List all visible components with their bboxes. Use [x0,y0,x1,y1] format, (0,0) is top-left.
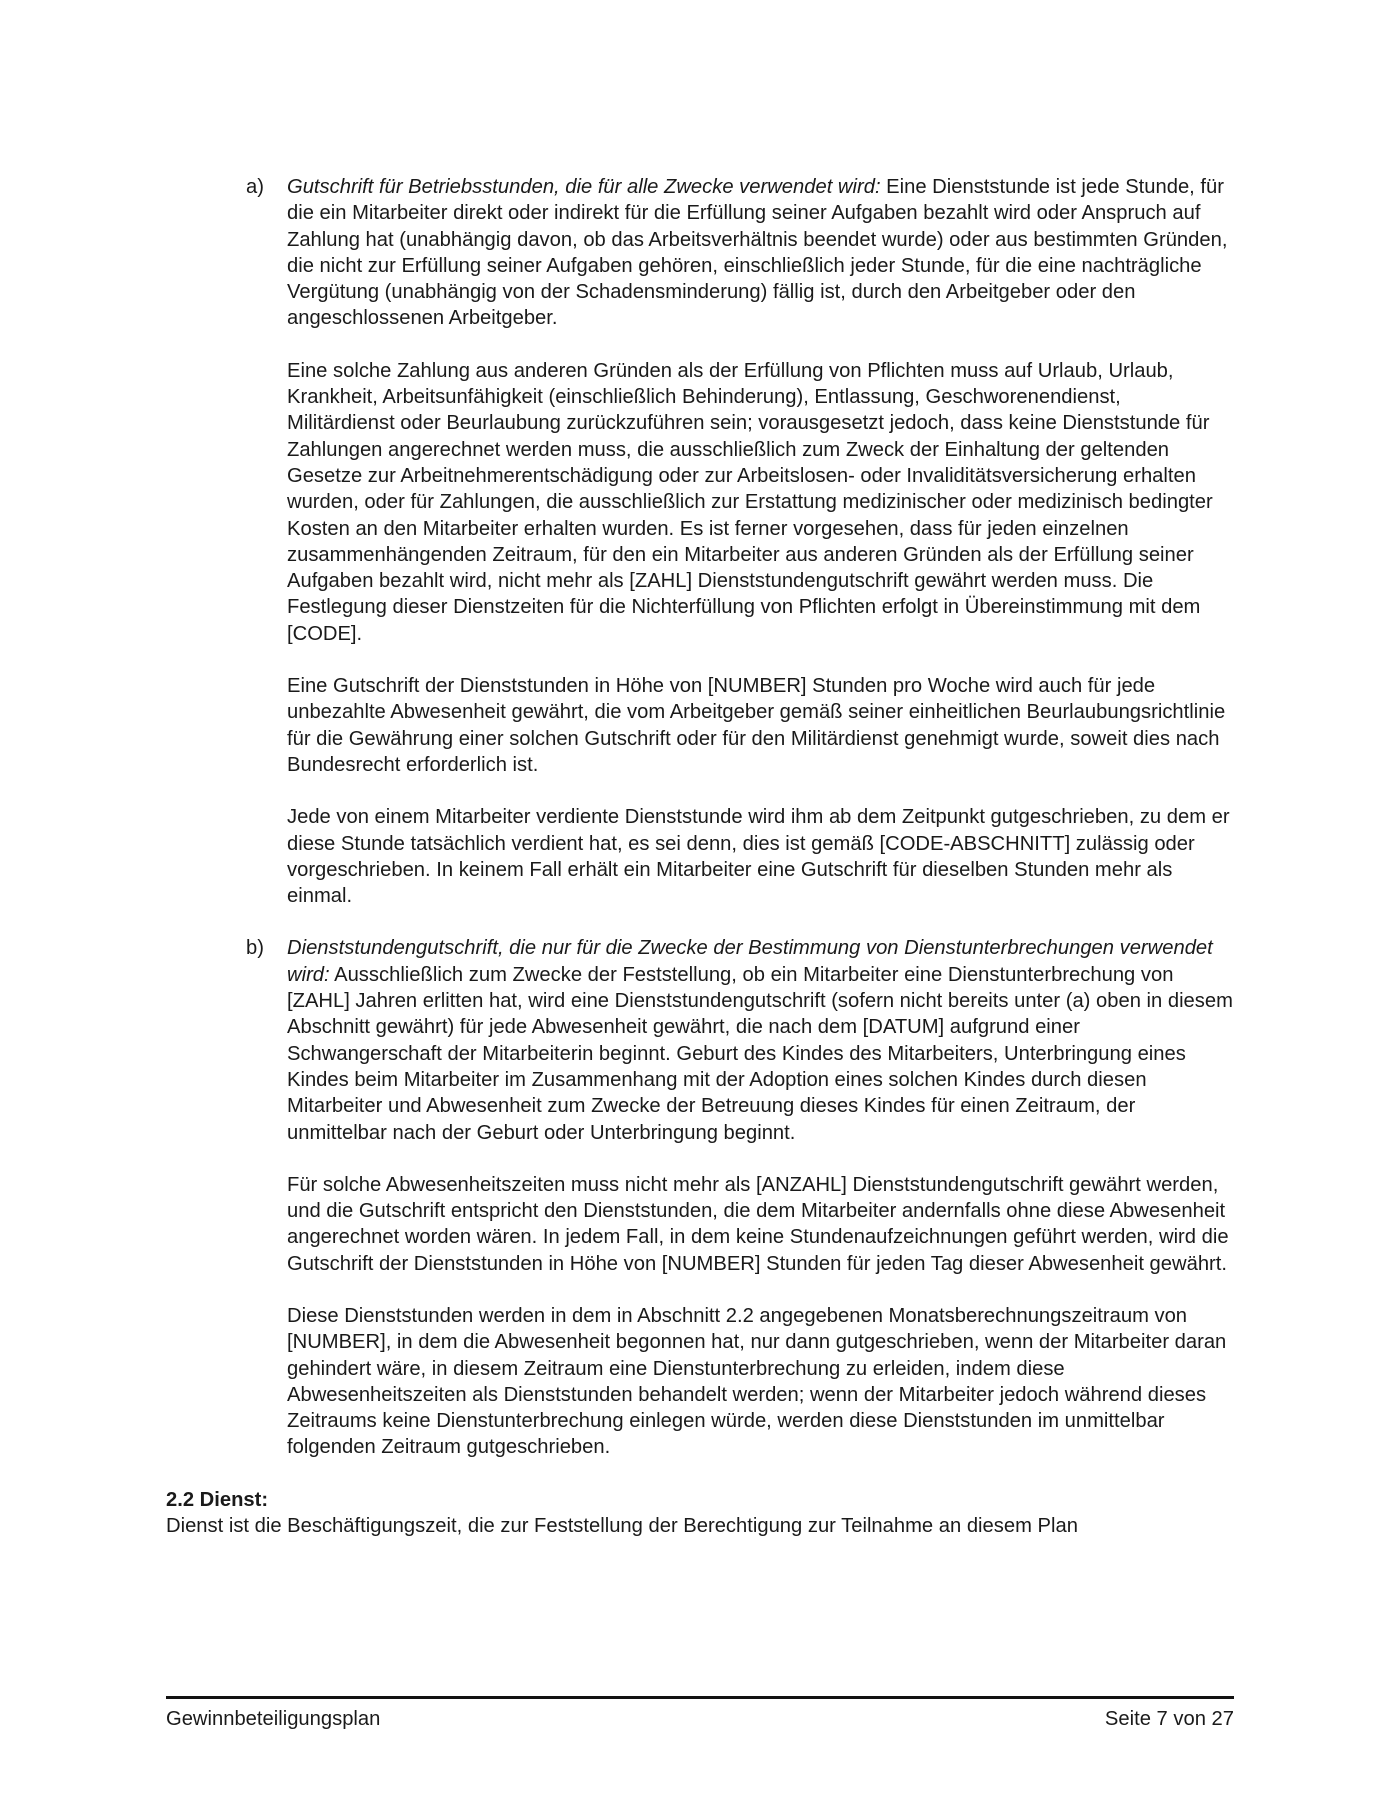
footer-page-number: Seite 7 von 27 [1104,1708,1234,1730]
item-a-paragraph-2: Eine solche Zahlung aus anderen Gründen als der Erfüllung von Pflichten muss auf Urlaub, Urlaub, Krankheit, Arbeitsunfähigkeit (einschließlich Behinderung), Entlassung, Geschworenendienst, Militärdienst oder Beurlaubung zurückzuführen sein; vorausgesetzt jedoch, dass keine Dienststunde für Zahlungen angerechnet werden muss, die ausschließlich zum Zweck der Einhaltung der geltenden Gesetze zur Arbeitnehmerentschädigung oder zur Arbeitslosen- oder Invaliditätsversicherung erhalten wurden, oder für Zahlungen, die ausschließlich zur Erstattung medizinischer oder medizinisch bedingter Kosten an den Mitarbeiter erhalten wurden. Es ist ferner vorgesehen, dass für jeden einzelnen zusammenhängenden Zeitraum, für den ein Mitarbeiter aus anderen Gründen als der Erfüllung seiner Aufgaben bezahlt wird, nicht mehr als [ZAHL] Dienststundengutschrift gewährt werden muss. Die Festlegung dieser Dienstzeiten für die Nichterfüllung von Pflichten erfolgt in Übereinstimmung mit dem [CODE]. [287,359,1213,645]
item-b-first-paragraph [287,935,1234,1145]
item-a-paragraph-3: Eine Gutschrift der Dienststunden in Höhe von [NUMBER] Stunden pro Woche wird auch für jede unbezahlte Abwesenheit gewährt, die vom Arbeitgeber gemäß seiner einheitlichen Beurlaubungsrichtlinie für die Gewährung einer solchen Gutschrift oder für den Militärdienst genehmigt wurde, soweit dies nach Bundesrecht erforderlich ist. [287,675,1226,776]
item-b-paragraph-2: Für solche Abwesenheitszeiten muss nicht mehr als [ANZAHL] Dienststundengutschrift gewährt werden, und die Gutschrift entspricht den Dienststunden, die dem Mitarbeiter andernfalls ohne diese Abwesenheit angerechnet worden wären. In jedem Fall, in dem keine Stundenaufzeichnungen geführt werden, wird die Gutschrift der Dienststunden in Höhe von [NUMBER] Stunden für jeden Tag dieser Abwesenheit gewährt. [287,1173,1229,1275]
item-b-lead: Dienststundengutschrift, die nur für die Zwecke der Bestimmung von Dienstunterbrechungen verwendet wird: [287,937,1213,986]
item-a-first-paragraph [287,174,1234,332]
item-b-paragraph-3: Diese Dienststunden werden in dem in Abschnitt 2.2 angegebenen Monatsberechnungszeitraum von [NUMBER], in dem die Abwesenheit begonnen hat, nur dann gutgeschrieben, wenn der Mitarbeiter daran gehindert wäre, in diesem Zeitraum eine Dienstunterbrechung zu erleiden, indem diese Abwesenheitszeiten als Dienststunden behandelt werden; wenn der Mitarbeiter jedoch während dieses Zeitraums keine Dienstunterbrechung einlegen würde, werden diese Dienststunden im unmittelbar folgenden Zeitraum gutgeschrieben. [287,1304,1227,1459]
list-item-b [166,935,1234,1460]
footer-document-title: Gewinnbeteiligungsplan [166,1708,381,1730]
section-text: Dienst ist die Beschäftigungszeit, die zur Feststellung der Berechtigung zur Teilnahme an diesem Plan [166,1515,1078,1538]
item-b-text: Ausschließlich zum Zwecke der Feststellung, ob ein Mitarbeiter eine Dienstunterbrechung von [ZAHL] Jahren erlitten hat, wird eine Dienststundengutschrift (sofern nicht bereits unter (a) oben in diesem Abschnitt gewährt) für jede Abwesenheit gewährt, die nach dem [DATUM] aufgrund einer Schwangerschaft der Mitarbeiterin beginnt. Geburt des Kindes des Mitarbeiters, Unterbringung eines Kindes beim Mitarbeiter im Zusammenhang mit der Adoption eines solchen Kindes durch diesen Mitarbeiter und Abwesenheit zum Zwecke der Betreuung dieses Kindes für einen Zeitraum, der unmittelbar nach der Geburt oder Unterbringung beginnt. [287,963,1233,1144]
item-a-lead: Gutschrift für Betriebsstunden, die für alle Zwecke verwendet wird: [287,176,881,198]
list-item-a [166,174,1234,909]
list-marker: b) [246,937,264,960]
item-a-text: Eine Dienststunde ist jede Stunde, für die ein Mitarbeiter direkt oder indirekt für die Erfüllung seiner Aufgaben bezahlt wird oder Anspruch auf Zahlung hat (unabhängig davon, ob das Arbeitsverhältnis beendet wurde) oder aus bestimmten Gründen, die nicht zur Erfüllung seiner Aufgaben gehören, einschließlich jeder Stunde, für die eine nachträgliche Vergütung (unabhängig von der Schadensminderung) fällig ist, durch den Arbeitgeber oder den angeschlossenen Arbeitgeber. [287,176,1228,330]
document-body [166,174,1234,1539]
item-a-paragraph-4: Jede von einem Mitarbeiter verdiente Dienststunde wird ihm ab dem Zeitpunkt gutgeschrieben, zu dem er diese Stunde tatsächlich verdient hat, es sei denn, dies ist gemäß [CODE-ABSCHNITT] zulässig oder vorgeschrieben. In keinem Fall erhält ein Mitarbeiter eine Gutschrift für dieselben Stunden mehr als einmal. [287,806,1230,908]
section-heading: 2.2 Dienst: [166,1488,269,1511]
page-footer [166,1706,1234,1732]
list-marker: a) [246,176,264,198]
footer-divider [166,1696,1234,1699]
